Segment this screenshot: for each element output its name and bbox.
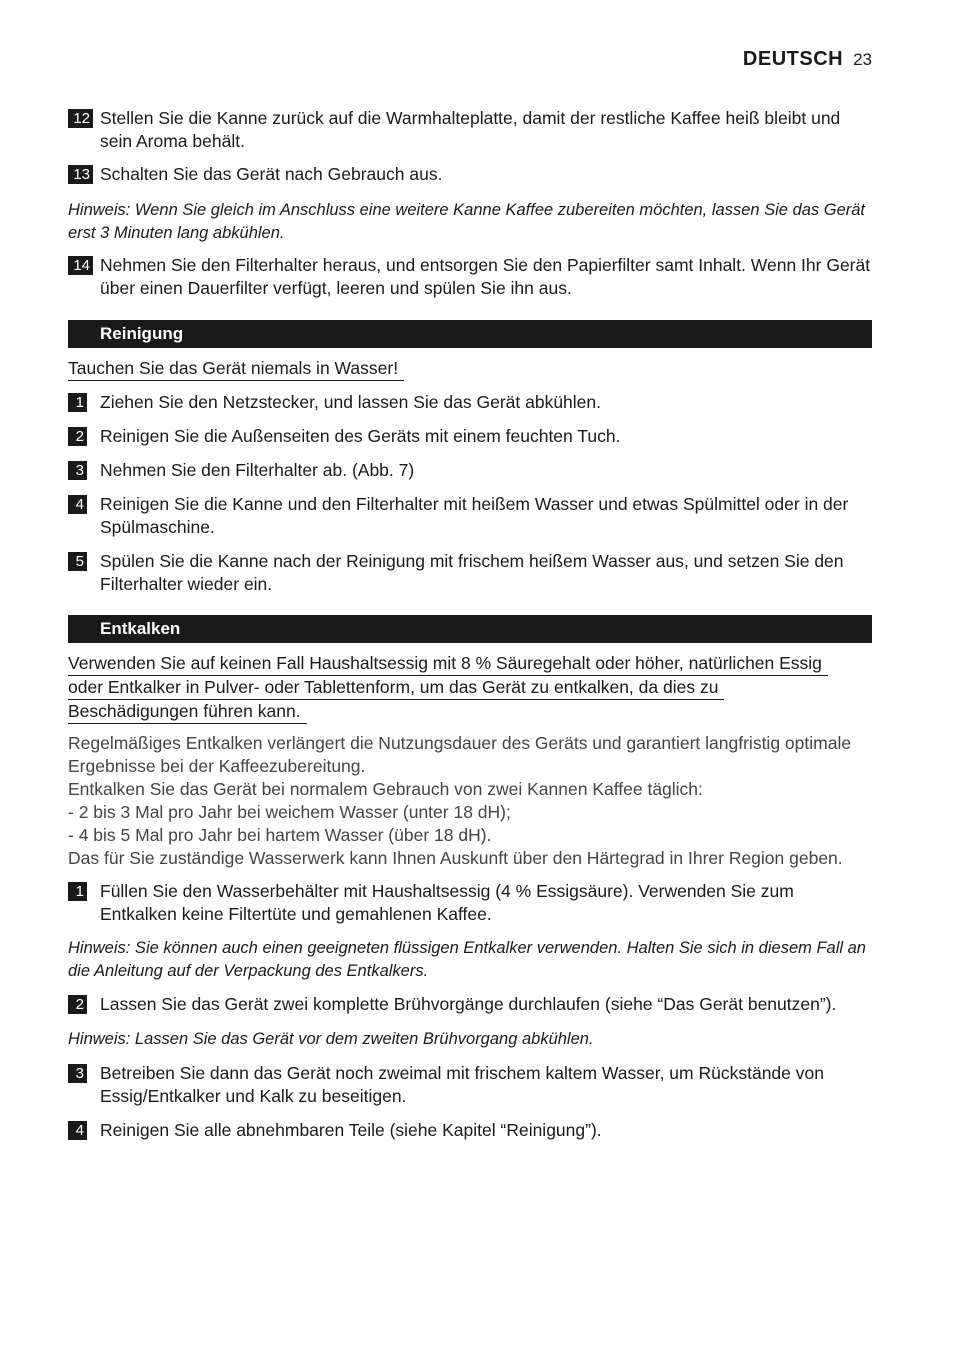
step-text: Lassen Sie das Gerät zwei komplette Brühvorgänge durchlaufen (siehe “Das Gerät benutzen”). [100, 994, 837, 1014]
step-text: Stellen Sie die Kanne zurück auf die Warmhalteplatte, damit der restliche Kaffee heiß bleibt und sein Aroma behält. [100, 108, 841, 151]
descaling-step-3 [68, 1062, 872, 1108]
step-12 [68, 107, 872, 153]
warning-line: Beschädigungen führen kann. [68, 700, 307, 724]
step-text: Nehmen Sie den Filterhalter heraus, und entsorgen Sie den Papierfilter samt Inhalt. Wenn Ihr Gerät über einen Dauerfilter verfügt, leeren und spülen Sie ihn aus. [100, 255, 871, 298]
info-line: Ergebnisse bei der Kaffeezubereitung. [68, 756, 366, 776]
cleaning-step-1 [68, 391, 872, 414]
step-number: 1 [68, 882, 87, 901]
warning-line: oder Entkalker in Pulver- oder Tablettenform, um das Gerät zu entkalken, da dies zu [68, 676, 724, 700]
step-number: 4 [68, 1121, 87, 1140]
section-title: Reinigung [100, 324, 184, 343]
page-number: 23 [853, 50, 872, 69]
cleaning-step-3 [68, 459, 872, 482]
warning-line: Verwenden Sie auf keinen Fall Haushaltsessig mit 8 % Säuregehalt oder höher, natürlichen Essig [68, 652, 828, 676]
step-number: 5 [68, 552, 87, 571]
info-line: - 4 bis 5 Mal pro Jahr bei hartem Wasser (über 18 dH). [68, 825, 492, 845]
info-line: Entkalken Sie das Gerät bei normalem Gebrauch von zwei Kannen Kaffee täglich: [68, 779, 703, 799]
step-number: 3 [68, 461, 87, 480]
step-14 [68, 254, 872, 300]
step-number: 2 [68, 995, 87, 1014]
warning-text: Tauchen Sie das Gerät niemals in Wasser! [68, 357, 404, 381]
descaling-step-2 [68, 993, 872, 1016]
step-text: Reinigen Sie die Kanne und den Filterhalter mit heißem Wasser und etwas Spülmittel oder in der Spülmaschine. [100, 494, 849, 537]
step-text: Füllen Sie den Wasserbehälter mit Haushaltsessig (4 % Essigsäure). Verwenden Sie zum Entkalken keine Filtertüte und gemahlenen Kaffee. [100, 881, 794, 924]
step-text: Nehmen Sie den Filterhalter ab. (Abb. 7) [100, 460, 415, 480]
info-line: Regelmäßiges Entkalken verlängert die Nutzungsdauer des Geräts und garantiert langfristig optimale [68, 733, 852, 753]
section-header-descaling [68, 615, 872, 643]
page-header [743, 48, 872, 71]
note-descaler: Hinweis: Sie können auch einen geeigneten flüssigen Entkalker verwenden. Halten Sie sich in diesem Fall an die Anleitung auf der Verpackung des Entkalkers. [68, 939, 866, 980]
step-text: Reinigen Sie alle abnehmbaren Teile (siehe Kapitel “Reinigung”). [100, 1120, 602, 1140]
section-header-cleaning [68, 320, 872, 348]
info-line: - 2 bis 3 Mal pro Jahr bei weichem Wasser (unter 18 dH); [68, 802, 511, 822]
step-number: 2 [68, 427, 87, 446]
note-cool-before-second: Hinweis: Lassen Sie das Gerät vor dem zweiten Brühvorgang abkühlen. [68, 1030, 594, 1048]
info-line: Das für Sie zuständige Wasserwerk kann Ihnen Auskunft über den Härtegrad in Ihrer Region geben. [68, 848, 843, 868]
cleaning-step-2 [68, 425, 872, 448]
step-number: 12 [68, 109, 93, 128]
step-text: Reinigen Sie die Außenseiten des Geräts mit einem feuchten Tuch. [100, 426, 621, 446]
step-number: 3 [68, 1064, 87, 1083]
step-text: Spülen Sie die Kanne nach der Reinigung mit frischem heißem Wasser aus, und setzen Sie den Filterhalter wieder ein. [100, 551, 844, 594]
step-text: Betreiben Sie dann das Gerät noch zweimal mit frischem kaltem Wasser, um Rückstände von Essig/Entkalker und Kalk zu beseitigen. [100, 1063, 824, 1106]
section-title: Entkalken [100, 619, 181, 638]
note-cooldown: Hinweis: Wenn Sie gleich im Anschluss eine weitere Kanne Kaffee zubereiten möchten, lassen Sie das Gerät erst 3 Minuten lang abkühlen. [68, 201, 866, 242]
warning-cleaning [68, 357, 404, 381]
step-text: Ziehen Sie den Netzstecker, und lassen Sie das Gerät abkühlen. [100, 392, 601, 412]
language-label: DEUTSCH [742, 48, 844, 70]
step-text: Schalten Sie das Gerät nach Gebrauch aus. [100, 164, 443, 184]
step-number: 13 [68, 165, 93, 184]
step-number: 4 [68, 495, 87, 514]
cleaning-step-5 [68, 550, 872, 596]
warning-descaling [68, 652, 828, 724]
step-number: 1 [68, 393, 87, 412]
step-13 [68, 163, 872, 186]
descaling-info [68, 732, 872, 870]
descaling-step-1 [68, 880, 872, 926]
descaling-step-4 [68, 1119, 872, 1142]
cleaning-step-4 [68, 493, 872, 539]
step-number: 14 [68, 256, 93, 275]
